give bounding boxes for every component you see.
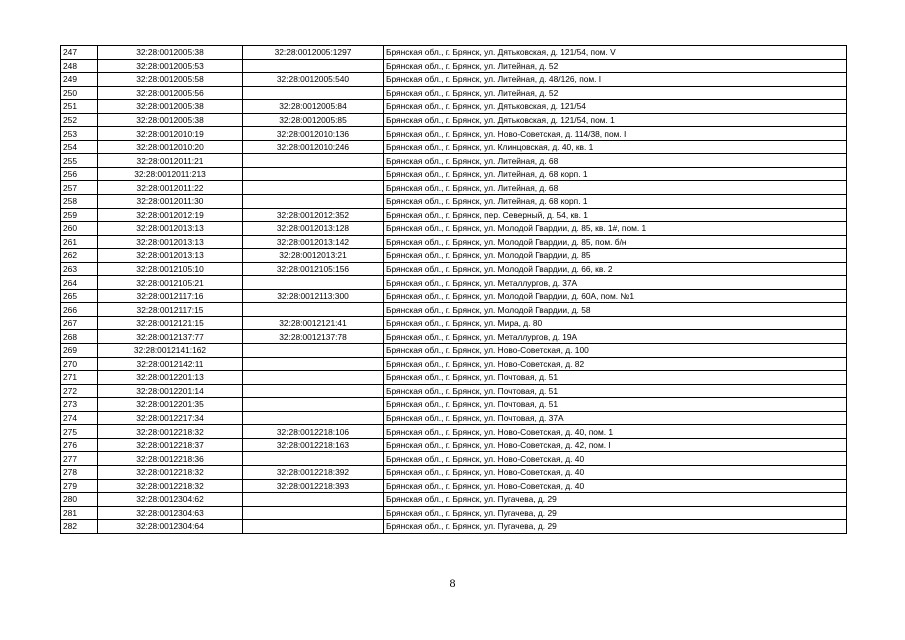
row-number-cell: 268 <box>61 330 98 344</box>
object-number-cell: 32:28:0012218:106 <box>243 425 384 439</box>
table-row <box>61 208 847 222</box>
cadastral-number-cell: 32:28:0012005:38 <box>98 46 243 60</box>
object-number-cell: 32:28:0012012:352 <box>243 208 384 222</box>
cadastral-number-cell: 32:28:0012142:11 <box>98 357 243 371</box>
object-number-cell: 32:28:0012113:300 <box>243 289 384 303</box>
cadastral-number-cell: 32:28:0012005:58 <box>98 73 243 87</box>
table-row <box>61 520 847 534</box>
address-cell: Брянская обл., г. Брянск, ул. Ново-Советская, д. 114/38, пом. I <box>384 127 847 141</box>
table-row <box>61 235 847 249</box>
object-number-cell <box>243 154 384 168</box>
object-number-cell: 32:28:0012010:136 <box>243 127 384 141</box>
cadastral-number-cell: 32:28:0012005:38 <box>98 113 243 127</box>
address-cell: Брянская обл., г. Брянск, ул. Мира, д. 80 <box>384 316 847 330</box>
address-cell: Брянская обл., г. Брянск, ул. Молодой Гвардии, д. 66, кв. 2 <box>384 262 847 276</box>
object-number-cell: 32:28:0012010:246 <box>243 140 384 154</box>
address-cell: Брянская обл., г. Брянск, ул. Пугачева, д. 29 <box>384 506 847 520</box>
address-cell: Брянская обл., г. Брянск, ул. Литейная, д. 68 <box>384 181 847 195</box>
cadastral-number-cell: 32:28:0012121:15 <box>98 316 243 330</box>
address-cell: Брянская обл., г. Брянск, ул. Литейная, д. 68 <box>384 154 847 168</box>
object-number-cell: 32:28:0012005:540 <box>243 73 384 87</box>
table-row <box>61 73 847 87</box>
cadastral-table <box>60 45 847 534</box>
object-number-cell <box>243 59 384 73</box>
cadastral-number-cell: 32:28:0012218:36 <box>98 452 243 466</box>
row-number-cell: 251 <box>61 100 98 114</box>
object-number-cell: 32:28:0012013:21 <box>243 249 384 263</box>
address-cell: Брянская обл., г. Брянск, ул. Литейная, д. 52 <box>384 86 847 100</box>
row-number-cell: 278 <box>61 465 98 479</box>
table-row <box>61 479 847 493</box>
table-row <box>61 303 847 317</box>
table-row <box>61 262 847 276</box>
table-row <box>61 100 847 114</box>
object-number-cell <box>243 167 384 181</box>
row-number-cell: 264 <box>61 276 98 290</box>
table-row <box>61 195 847 209</box>
address-cell: Брянская обл., г. Брянск, ул. Ново-Советская, д. 40 <box>384 479 847 493</box>
cadastral-number-cell: 32:28:0012218:32 <box>98 425 243 439</box>
cadastral-number-cell: 32:28:0012117:15 <box>98 303 243 317</box>
table-row <box>61 425 847 439</box>
row-number-cell: 273 <box>61 398 98 412</box>
address-cell: Брянская обл., г. Брянск, пер. Северный, д. 54, кв. 1 <box>384 208 847 222</box>
cadastral-number-cell: 32:28:0012105:21 <box>98 276 243 290</box>
cadastral-number-cell: 32:28:0012105:10 <box>98 262 243 276</box>
table-row <box>61 330 847 344</box>
object-number-cell <box>243 86 384 100</box>
table-row <box>61 316 847 330</box>
address-cell: Брянская обл., г. Брянск, ул. Почтовая, д. 37А <box>384 411 847 425</box>
table-row <box>61 465 847 479</box>
row-number-cell: 269 <box>61 344 98 358</box>
cadastral-number-cell: 32:28:0012218:32 <box>98 479 243 493</box>
object-number-cell: 32:28:0012218:392 <box>243 465 384 479</box>
row-number-cell: 259 <box>61 208 98 222</box>
row-number-cell: 255 <box>61 154 98 168</box>
address-cell: Брянская обл., г. Брянск, ул. Металлургов, д. 19А <box>384 330 847 344</box>
row-number-cell: 282 <box>61 520 98 534</box>
table-row <box>61 371 847 385</box>
object-number-cell <box>243 520 384 534</box>
cadastral-number-cell: 32:28:0012005:53 <box>98 59 243 73</box>
cadastral-number-cell: 32:28:0012011:213 <box>98 167 243 181</box>
address-cell: Брянская обл., г. Брянск, ул. Металлургов, д. 37А <box>384 276 847 290</box>
cadastral-number-cell: 32:28:0012201:14 <box>98 384 243 398</box>
row-number-cell: 263 <box>61 262 98 276</box>
object-number-cell <box>243 276 384 290</box>
object-number-cell <box>243 357 384 371</box>
table-row <box>61 357 847 371</box>
row-number-cell: 252 <box>61 113 98 127</box>
table-row <box>61 140 847 154</box>
address-cell: Брянская обл., г. Брянск, ул. Молодой Гвардии, д. 58 <box>384 303 847 317</box>
row-number-cell: 261 <box>61 235 98 249</box>
address-cell: Брянская обл., г. Брянск, ул. Молодой Гвардии, д. 85 <box>384 249 847 263</box>
address-cell: Брянская обл., г. Брянск, ул. Ново-Советская, д. 100 <box>384 344 847 358</box>
cadastral-number-cell: 32:28:0012137:77 <box>98 330 243 344</box>
table-row <box>61 452 847 466</box>
table-row <box>61 506 847 520</box>
object-number-cell <box>243 303 384 317</box>
object-number-cell <box>243 195 384 209</box>
address-cell: Брянская обл., г. Брянск, ул. Ново-Советская, д. 40 <box>384 452 847 466</box>
object-number-cell <box>243 371 384 385</box>
table-row <box>61 127 847 141</box>
cadastral-number-cell: 32:28:0012218:32 <box>98 465 243 479</box>
object-number-cell <box>243 506 384 520</box>
row-number-cell: 265 <box>61 289 98 303</box>
table-row <box>61 181 847 195</box>
address-cell: Брянская обл., г. Брянск, ул. Литейная, д. 52 <box>384 59 847 73</box>
row-number-cell: 271 <box>61 371 98 385</box>
object-number-cell <box>243 452 384 466</box>
row-number-cell: 250 <box>61 86 98 100</box>
row-number-cell: 257 <box>61 181 98 195</box>
row-number-cell: 258 <box>61 195 98 209</box>
table-row <box>61 249 847 263</box>
cadastral-number-cell: 32:28:0012010:19 <box>98 127 243 141</box>
cadastral-number-cell: 32:28:0012010:20 <box>98 140 243 154</box>
object-number-cell: 32:28:0012121:41 <box>243 316 384 330</box>
table-body <box>61 46 847 534</box>
address-cell: Брянская обл., г. Брянск, ул. Дятьковская, д. 121/54 <box>384 100 847 114</box>
page-number: 8 <box>449 576 456 590</box>
table-row <box>61 154 847 168</box>
cadastral-number-cell: 32:28:0012011:30 <box>98 195 243 209</box>
table-row <box>61 344 847 358</box>
cadastral-number-cell: 32:28:0012218:37 <box>98 438 243 452</box>
object-number-cell: 32:28:0012218:163 <box>243 438 384 452</box>
row-number-cell: 266 <box>61 303 98 317</box>
object-number-cell: 32:28:0012137:78 <box>243 330 384 344</box>
table-row <box>61 113 847 127</box>
address-cell: Брянская обл., г. Брянск, ул. Ново-Советская, д. 82 <box>384 357 847 371</box>
object-number-cell <box>243 384 384 398</box>
address-cell: Брянская обл., г. Брянск, ул. Клинцовская, д. 40, кв. 1 <box>384 140 847 154</box>
row-number-cell: 272 <box>61 384 98 398</box>
address-cell: Брянская обл., г. Брянск, ул. Молодой Гвардии, д. 85, пом. б/н <box>384 235 847 249</box>
object-number-cell <box>243 344 384 358</box>
address-cell: Брянская обл., г. Брянск, ул. Пугачева, д. 29 <box>384 520 847 534</box>
row-number-cell: 247 <box>61 46 98 60</box>
row-number-cell: 274 <box>61 411 98 425</box>
row-number-cell: 254 <box>61 140 98 154</box>
row-number-cell: 270 <box>61 357 98 371</box>
address-cell: Брянская обл., г. Брянск, ул. Ново-Советская, д. 40 <box>384 465 847 479</box>
row-number-cell: 253 <box>61 127 98 141</box>
address-cell: Брянская обл., г. Брянск, ул. Молодой Гвардии, д. 60А, пом. №1 <box>384 289 847 303</box>
address-cell: Брянская обл., г. Брянск, ул. Ново-Советская, д. 40, пом. 1 <box>384 425 847 439</box>
row-number-cell: 280 <box>61 493 98 507</box>
cadastral-number-cell: 32:28:0012013:13 <box>98 222 243 236</box>
row-number-cell: 275 <box>61 425 98 439</box>
row-number-cell: 281 <box>61 506 98 520</box>
table-row <box>61 222 847 236</box>
table-row <box>61 411 847 425</box>
row-number-cell: 277 <box>61 452 98 466</box>
object-number-cell: 32:28:0012005:85 <box>243 113 384 127</box>
cadastral-number-cell: 32:28:0012201:13 <box>98 371 243 385</box>
address-cell: Брянская обл., г. Брянск, ул. Ново-Советская, д. 42, пом. I <box>384 438 847 452</box>
object-number-cell: 32:28:0012013:128 <box>243 222 384 236</box>
row-number-cell: 276 <box>61 438 98 452</box>
address-cell: Брянская обл., г. Брянск, ул. Почтовая, д. 51 <box>384 371 847 385</box>
cadastral-number-cell: 32:28:0012011:22 <box>98 181 243 195</box>
row-number-cell: 248 <box>61 59 98 73</box>
cadastral-number-cell: 32:28:0012141:162 <box>98 344 243 358</box>
address-cell: Брянская обл., г. Брянск, ул. Дятьковская, д. 121/54, пом. 1 <box>384 113 847 127</box>
object-number-cell: 32:28:0012105:156 <box>243 262 384 276</box>
address-cell: Брянская обл., г. Брянск, ул. Почтовая, д. 51 <box>384 398 847 412</box>
row-number-cell: 249 <box>61 73 98 87</box>
object-number-cell: 32:28:0012005:84 <box>243 100 384 114</box>
address-cell: Брянская обл., г. Брянск, ул. Литейная, д. 68 корп. 1 <box>384 195 847 209</box>
table-row <box>61 384 847 398</box>
object-number-cell: 32:28:0012013:142 <box>243 235 384 249</box>
cadastral-number-cell: 32:28:0012013:13 <box>98 249 243 263</box>
object-number-cell <box>243 181 384 195</box>
cadastral-number-cell: 32:28:0012304:64 <box>98 520 243 534</box>
cadastral-number-cell: 32:28:0012011:21 <box>98 154 243 168</box>
table-row <box>61 46 847 60</box>
row-number-cell: 256 <box>61 167 98 181</box>
row-number-cell: 260 <box>61 222 98 236</box>
row-number-cell: 262 <box>61 249 98 263</box>
table-row <box>61 493 847 507</box>
table-row <box>61 276 847 290</box>
cadastral-number-cell: 32:28:0012005:56 <box>98 86 243 100</box>
table-row <box>61 289 847 303</box>
row-number-cell: 279 <box>61 479 98 493</box>
table-row <box>61 59 847 73</box>
table-row <box>61 167 847 181</box>
cadastral-number-cell: 32:28:0012304:62 <box>98 493 243 507</box>
address-cell: Брянская обл., г. Брянск, ул. Дятьковская, д. 121/54, пом. V <box>384 46 847 60</box>
cadastral-number-cell: 32:28:0012117:16 <box>98 289 243 303</box>
address-cell: Брянская обл., г. Брянск, ул. Пугачева, д. 29 <box>384 493 847 507</box>
table-row <box>61 86 847 100</box>
cadastral-number-cell: 32:28:0012013:13 <box>98 235 243 249</box>
address-cell: Брянская обл., г. Брянск, ул. Литейная, д. 68 корп. 1 <box>384 167 847 181</box>
object-number-cell <box>243 398 384 412</box>
table-row <box>61 398 847 412</box>
address-cell: Брянская обл., г. Брянск, ул. Литейная, д. 48/126, пом. I <box>384 73 847 87</box>
table-row <box>61 438 847 452</box>
object-number-cell <box>243 493 384 507</box>
object-number-cell: 32:28:0012005:1297 <box>243 46 384 60</box>
row-number-cell: 267 <box>61 316 98 330</box>
object-number-cell <box>243 411 384 425</box>
cadastral-number-cell: 32:28:0012304:63 <box>98 506 243 520</box>
object-number-cell: 32:28:0012218:393 <box>243 479 384 493</box>
cadastral-number-cell: 32:28:0012012:19 <box>98 208 243 222</box>
cadastral-number-cell: 32:28:0012201:35 <box>98 398 243 412</box>
cadastral-number-cell: 32:28:0012005:38 <box>98 100 243 114</box>
cadastral-number-cell: 32:28:0012217:34 <box>98 411 243 425</box>
address-cell: Брянская обл., г. Брянск, ул. Молодой Гвардии, д. 85, кв. 1#, пом. 1 <box>384 222 847 236</box>
address-cell: Брянская обл., г. Брянск, ул. Почтовая, д. 51 <box>384 384 847 398</box>
